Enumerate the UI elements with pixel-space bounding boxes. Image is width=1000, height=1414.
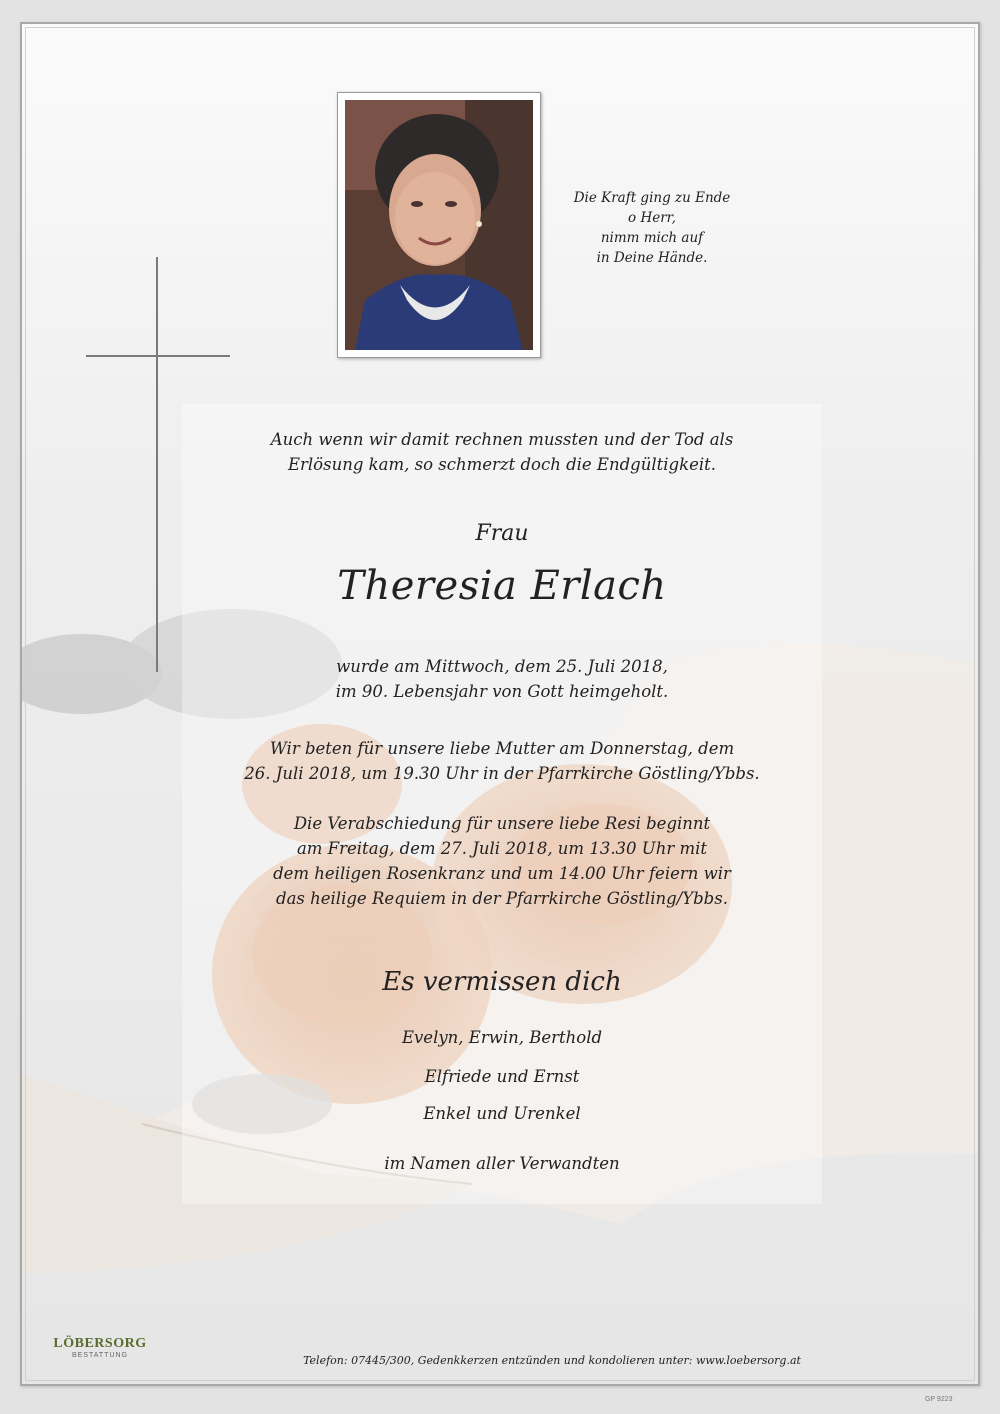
intro-line: Auch wenn wir damit rechnen mussten und der Tod als (270, 430, 734, 449)
poem-line: Die Kraft ging zu Ende (573, 190, 731, 206)
logo-name: LÖBERSORG (53, 1336, 147, 1351)
farewell-notice (222, 811, 782, 911)
form-code: GP 9223 (925, 1396, 953, 1403)
mourners-closing: im Namen aller Verwandten (384, 1154, 620, 1173)
intro-text (222, 427, 782, 477)
mourners-heading: Es vermissen dich (382, 967, 622, 997)
farewell-line: dem heiligen Rosenkranz und um 14.00 Uhr feiern wir (273, 864, 731, 883)
prayer-notice (222, 736, 782, 786)
poem-line: in Deine Hände. (596, 250, 708, 266)
farewell-line: das heilige Requiem in der Pfarrkirche Göstling/Ybbs. (276, 889, 728, 908)
logo-subtitle: BESTATTUNG (71, 1352, 129, 1359)
poem-line: o Herr, (628, 210, 676, 226)
death-notice-line: wurde am Mittwoch, dem 25. Juli 2018, (336, 657, 668, 676)
portrait-photo (345, 100, 533, 350)
cross-vertical (156, 257, 158, 672)
parte-card (20, 22, 980, 1386)
mourner-names: Enkel und Urenkel (423, 1104, 581, 1123)
footer-contact: Telefon: 07445/300, Gedenkkerzen entzünden und kondolieren unter: www.loebersorg.at (303, 1354, 801, 1367)
portrait-frame (337, 92, 541, 358)
salutation: Frau (475, 521, 529, 546)
intro-line: Erlösung kam, so schmerzt doch die Endgültigkeit. (287, 455, 717, 474)
death-notice-line: im 90. Lebensjahr von Gott heimgeholt. (335, 682, 669, 701)
cross-horizontal (86, 355, 230, 357)
farewell-line: Die Verabschiedung für unsere liebe Resi beginnt (293, 814, 711, 833)
poem (562, 188, 742, 268)
death-notice (222, 654, 782, 704)
prayer-line: Wir beten für unsere liebe Mutter am Donnerstag, dem (269, 739, 735, 758)
poem-line: nimm mich auf (600, 230, 704, 246)
mourner-names: Evelyn, Erwin, Berthold (401, 1028, 603, 1047)
prayer-line: 26. Juli 2018, um 19.30 Uhr in der Pfarrkirche Göstling/Ybbs. (244, 764, 760, 783)
farewell-line: am Freitag, dem 27. Juli 2018, um 13.30 Uhr mit (296, 839, 708, 858)
funeral-home-logo (50, 1336, 150, 1359)
deceased-name: Theresia Erlach (337, 563, 667, 609)
mourner-names: Elfriede und Ernst (424, 1067, 580, 1086)
